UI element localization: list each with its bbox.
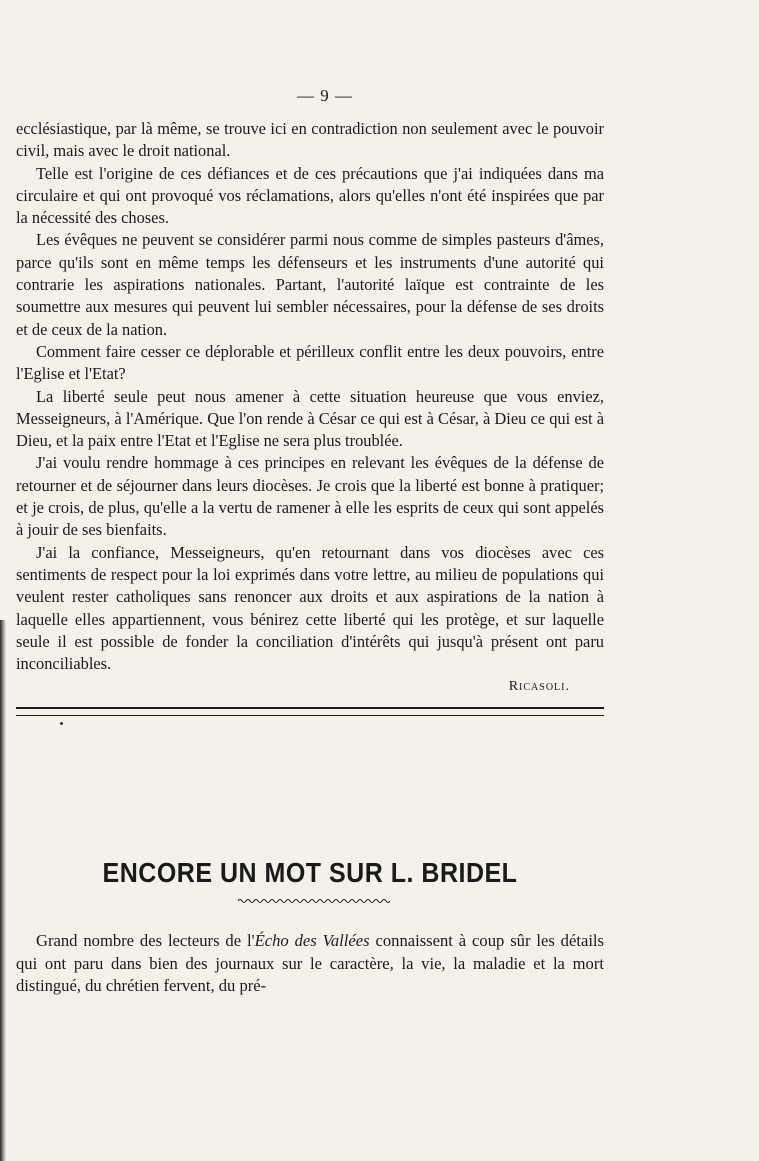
paragraph (16, 930, 604, 998)
section-divider (16, 707, 604, 716)
paragraph: J'ai voulu rendre hommage à ces principes en relevant les évêques de la défense de retourner et de séjourner dans leurs diocèses. Je crois que la liberté est bonne à pratiquer; et je crois, de plus, qu'elle a la vertu de ramener à elle les esprits de ceux qui sont appelés à jouir de ses bienfaits. (16, 453, 604, 540)
paragraph: Les évêques ne peuvent se considérer parmi nous comme de simples pasteurs d'âmes, parce qu'ils sont en même temps les défenseurs et les instruments d'une autorité qui contrarie les aspirations nationales. Partant, l'autorité laïque est contrainte de les soumettre aux mesures qui peuvent lui sembler nécessaires, pour la défense de ses droits et de ceux de la nation. (16, 230, 604, 339)
signature: Ricasoli. (508, 679, 570, 695)
section-title: ENCORE UN MOT SUR L. BRIDEL (102, 858, 518, 889)
paragraph: J'ai la confiance, Messeigneurs, qu'en retournant dans vos diocèses avec ces sentiments de respect pour la loi exprimés dans votre lettre, au milieu de populations qui veulent rester catholiques sans renoncer aux droits et aux aspirations de la nation à laquelle elles appartiennent, vous bénirez cette liberté qui les protège, et sur laquelle seule il est possible de fonder la conciliation d'intérêts qui jusqu'à présent ont paru inconciliables. (16, 542, 604, 674)
paragraph: ecclésiastique, par là même, se trouve ici en contradiction non seulement avec le pouvoir civil, mais avec le droit national. (16, 119, 604, 161)
text-run: Grand nombre des lecteurs de l' (36, 931, 255, 950)
newspaper-title: Écho des Vallées (254, 931, 370, 950)
wavy-underline (238, 898, 390, 904)
ink-speck (60, 722, 63, 725)
article-body (16, 930, 604, 998)
paragraph: La liberté seule peut nous amener à cette situation heureuse que vous enviez, Messeigneurs, à l'Amérique. Que l'on rende à César ce qui est à César, à Dieu ce qui est à Dieu, et la paix entre l'Etat et l'Eglise ne sera plus troublée. (16, 386, 604, 451)
page-number: — 9 — (297, 86, 353, 105)
document-page (16, 86, 604, 716)
paragraph: Telle est l'origine de ces défiances et de ces précautions que j'ai indiquées dans ma circulaire et qui ont provoqué vos réclamations, alors qu'elles n'ont été inspirées que par la nécessité des choses. (16, 163, 604, 228)
paragraph: Comment faire cesser ce déplorable et périlleux conflit entre les deux pouvoirs, entre l'Eglise et l'Etat? (16, 341, 604, 384)
page-edge-shadow (0, 620, 6, 1161)
letter-body (16, 118, 604, 675)
text-run: connaissent à coup sûr les détails qui ont paru dans bien des journaux sur le caractère, la vie, la maladie et la mort distingué, du chrétien fervent, du pré- (16, 931, 604, 995)
